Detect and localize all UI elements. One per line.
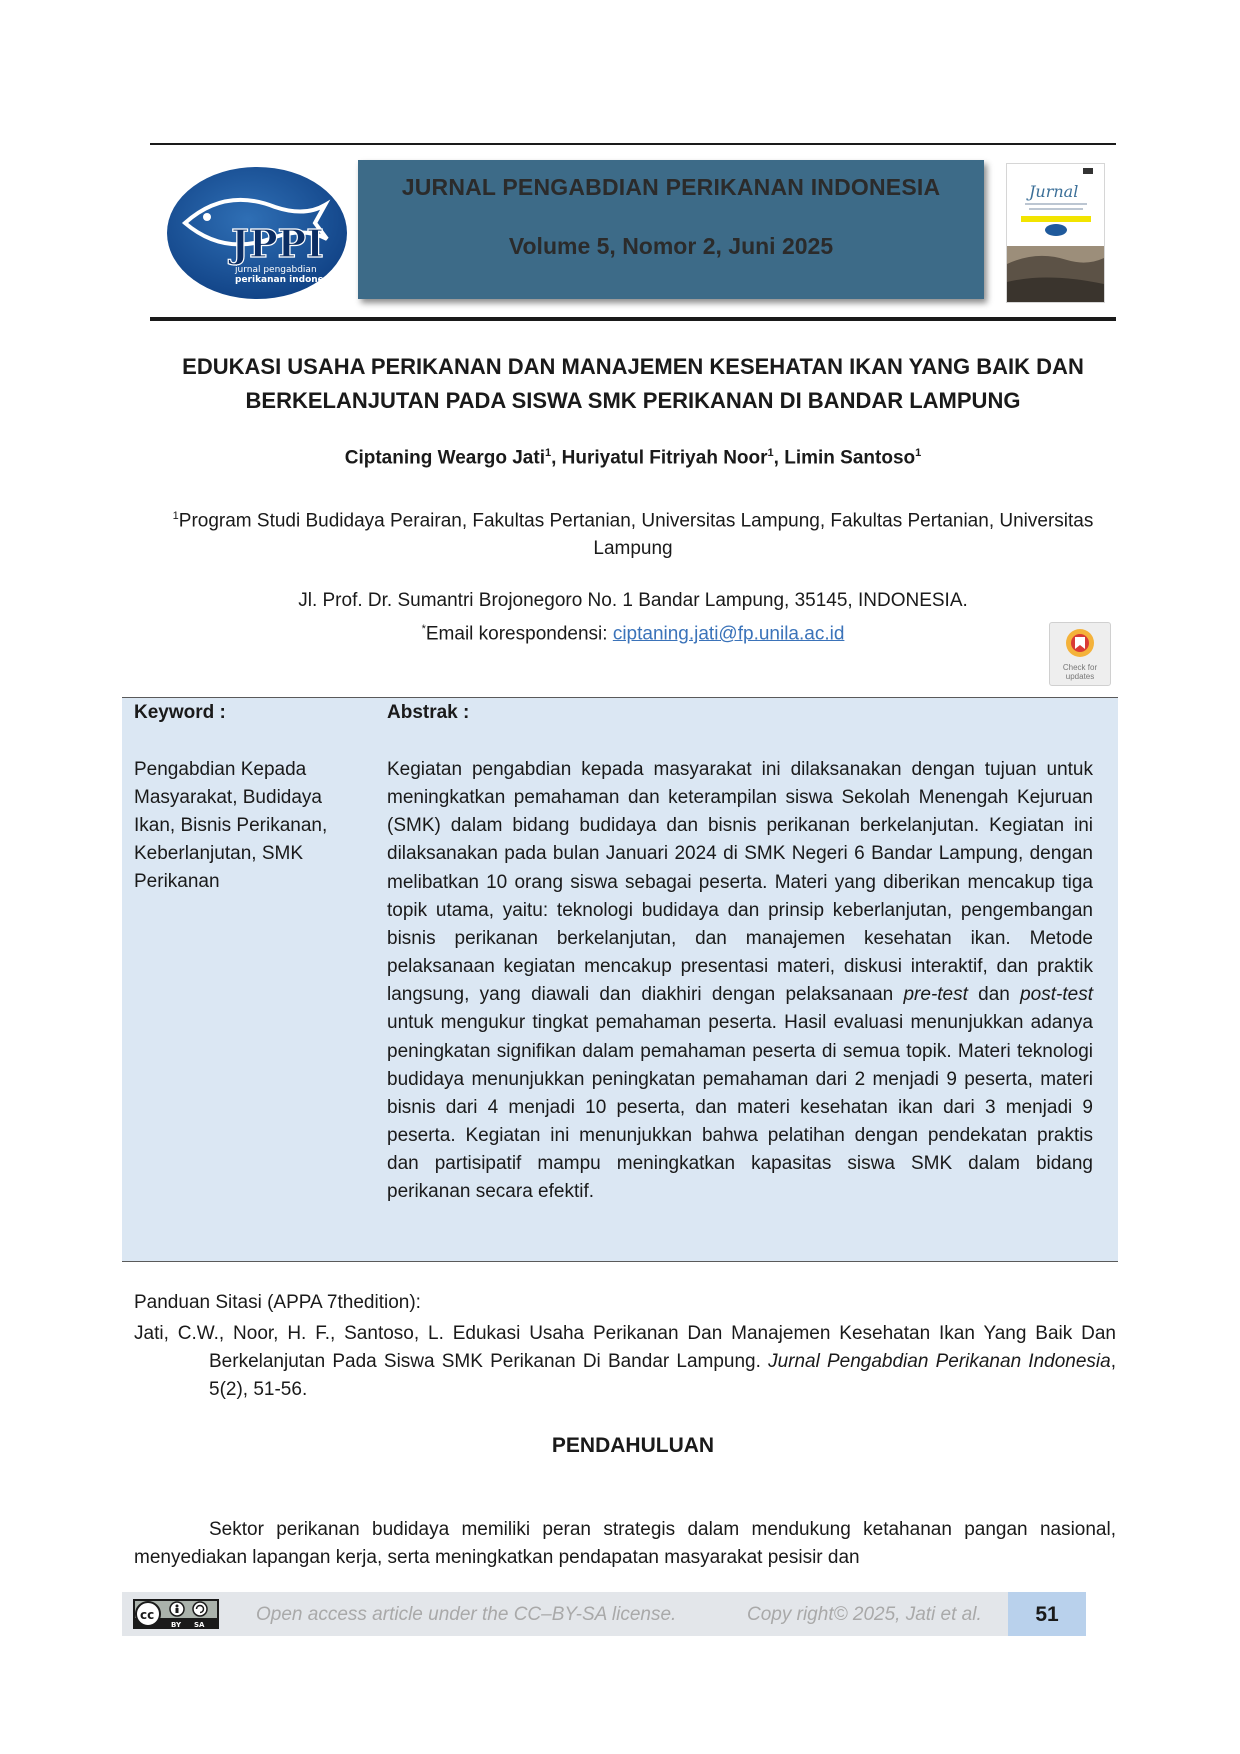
email-line xyxy=(150,615,1116,648)
logo-subtext-1: jurnal pengabdian xyxy=(235,265,317,275)
address-text: Jl. Prof. Dr. Sumantri Brojonegoro No. 1 Bandar Lampung, 35145, INDONESIA. xyxy=(298,590,968,611)
header-bottom-rule xyxy=(150,317,1116,321)
journal-cover-thumbnail xyxy=(1006,163,1105,303)
cc-sa-label: SA xyxy=(194,1621,205,1629)
section-heading: PENDAHULUAN xyxy=(551,1434,715,1457)
email-label: Email korespondensi: xyxy=(425,623,613,645)
article-title: EDUKASI USAHA PERIKANAN DAN MANAJEMEN KESEHATAN IKAN YANG BAIK DAN BERKELANJUTAN PADA SISWA SMK PERIKANAN DI BANDAR LAMPUNG xyxy=(182,354,1084,413)
affiliation xyxy=(150,502,1116,563)
journal-name: JURNAL PENGABDIAN PERIKANAN INDONESIA xyxy=(401,174,941,200)
svg-text:cc: cc xyxy=(140,1608,155,1622)
keywords-text: Pengabdian Kepada Masyarakat, Budidaya Ikan, Bisnis Perikanan, Keberlanjutan, SMK Perikanan xyxy=(134,759,328,892)
email-link[interactable]: ciptaning.jati@fp.unila.ac.id xyxy=(612,623,845,645)
journal-banner xyxy=(358,160,984,299)
author-name: Huriyatul Fitriyah Noor xyxy=(561,447,768,469)
abstract-part: Kegiatan pengabdian kepada masyarakat ini dilaksanakan dengan tujuan untuk meningkatkan pemahaman dan keterampilan siswa Sekolah Menengah Kejuruan (SMK) dalam bidang budidaya dan bisnis perikanan berkelanjutan. Kegiatan ini dilaksanakan pada bulan Januari 2024 di SMK Negeri 6 Bandar Lampung, dengan melibatkan 10 orang siswa sebagai peserta. Materi yang diberikan mencakup tiga topik utama, yaitu: teknologi budidaya dan prinsip keberlanjutan, pengembangan bisnis perikanan berkelanjutan, dan manajemen kesehatan ikan. Metode pelaksanaan kegiatan mencakup presentasi materi, diskusi interaktif, dan praktik langsung, yang diawali dan diakhiri dengan pelaksanaan xyxy=(387,759,1093,1006)
abstract-text xyxy=(387,756,1093,1207)
author-separator: , xyxy=(551,447,562,469)
fish-logo-icon xyxy=(165,165,349,301)
abstract-heading: Abstrak : xyxy=(387,702,470,723)
citation-journal: Jurnal Pengabdian Perikanan Indonesia xyxy=(768,1351,1111,1372)
author-name: Limin Santoso xyxy=(784,447,916,469)
author-affil-sup: 1 xyxy=(915,447,922,459)
author-affil-sup: 1 xyxy=(767,447,774,459)
abstract-italic: pre-test xyxy=(903,984,968,1006)
page-number: 51 xyxy=(1008,1592,1086,1636)
abstract-part: dan xyxy=(967,984,1021,1006)
abstract-italic: post-test xyxy=(1020,984,1093,1006)
author-name: Ciptaning Weargo Jati xyxy=(344,447,545,469)
abstract-part: untuk mengukur tingkat pemahaman peserta. Hasil evaluasi menunjukkan adanya peningkatan signifikan dalam pemahaman peserta di semua topik. Materi teknologi budidaya menunjukkan peningkatan pemahaman dari 2 menjadi 9 peserta, materi bisnis dari 4 menjadi 10 peserta, dan materi kesehatan ikan dari 3 menjadi 9 peserta. Kegiatan ini menunjukkan bahwa pelatihan dengan pendekatan praktis dan partisipatif mampu meningkatkan kapasitas siswa SMK dalam bidang perikanan secara efektif. xyxy=(387,1012,1093,1203)
check-for-updates-badge[interactable] xyxy=(1049,622,1111,686)
email-sup: * xyxy=(421,623,426,635)
jppi-logo xyxy=(165,165,349,301)
citation-part: Jati, C.W., Noor, H. F., Santoso, L. Edukasi Usaha Perikanan Dan Manajemen Kesehatan Ikan Yang Baik Dan Berkelanjutan Pada Siswa SMK Perikanan Di Bandar Lampung. xyxy=(134,1323,1116,1372)
citation-text xyxy=(134,1320,1116,1404)
cover-image-icon xyxy=(1007,164,1104,302)
cc-by-sa-badge[interactable] xyxy=(133,1599,219,1629)
crossmark-icon xyxy=(1050,623,1110,663)
intro-paragraph xyxy=(134,1516,1116,1572)
footer-copyright: Copy right© 2025, Jati et al. xyxy=(747,1604,982,1625)
intro-text: Sektor perikanan budidaya memiliki peran strategis dalam mendukung ketahanan pangan nasional, menyediakan lapangan kerja, serta meningkatkan pendapatan masyarakat pesisir dan xyxy=(134,1519,1116,1568)
author-separator: , xyxy=(773,447,785,469)
address-block xyxy=(150,587,1116,648)
cc-license-icon xyxy=(133,1599,219,1629)
footer-license: Open access article under the CC–BY-SA license. xyxy=(256,1604,677,1625)
logo-subtext-2: perikanan indonesia xyxy=(235,275,339,285)
citation-heading: Panduan Sitasi (APPA 7thedition): xyxy=(134,1292,421,1313)
cover-script-text: Jurnal xyxy=(1029,182,1079,201)
keyword-heading: Keyword : xyxy=(134,702,226,723)
logo-text: JPPI xyxy=(231,221,324,266)
affiliation-sup: 1 xyxy=(172,510,179,522)
author-list xyxy=(150,447,1116,469)
affiliation-text: Program Studi Budidaya Perairan, Fakultas Pertanian, Universitas Lampung, Fakultas Pertanian, Universitas Lampung xyxy=(178,510,1094,560)
cc-by-label: BY xyxy=(171,1621,182,1629)
check-updates-label: Check for updates xyxy=(1062,663,1098,681)
author-affil-sup: 1 xyxy=(544,447,552,459)
citation-part: , 5(2), 51-56. xyxy=(209,1351,1116,1400)
header-top-rule xyxy=(150,143,1116,145)
journal-volume: Volume 5, Nomor 2, Juni 2025 xyxy=(508,233,834,259)
